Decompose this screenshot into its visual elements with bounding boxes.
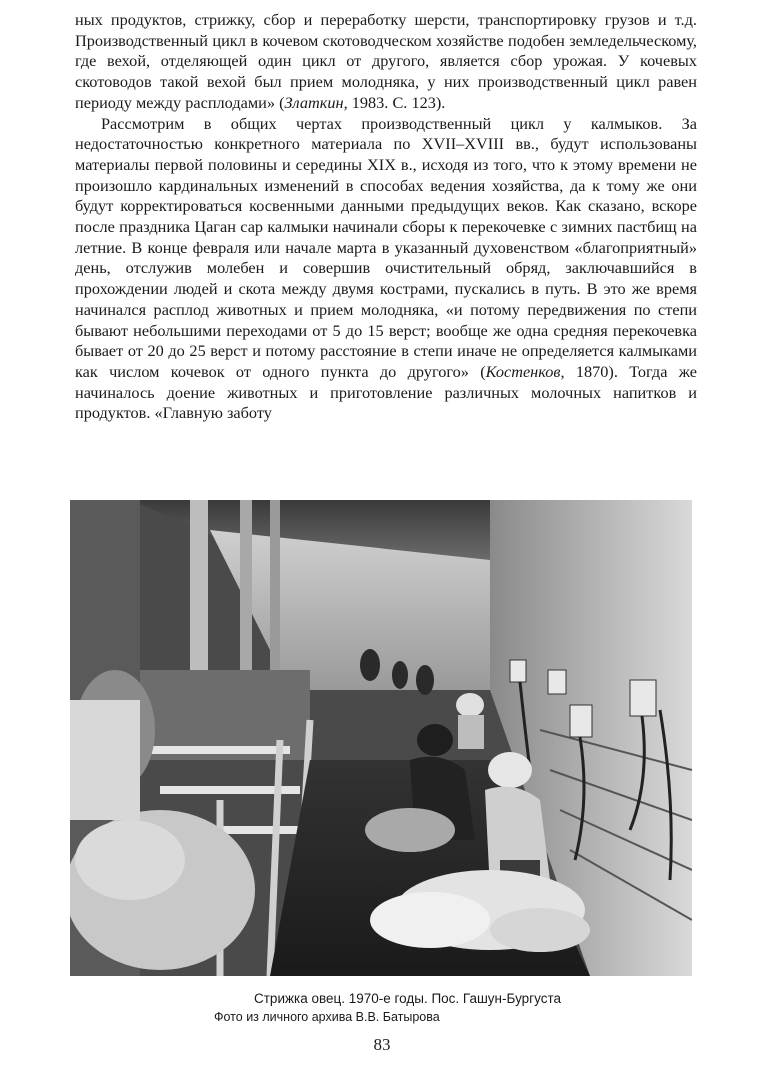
photo-illustration (70, 500, 692, 976)
paragraph-2-text-a: Рассмотрим в общих чертах производственный цикл у калмыков. За недостаточностью конкретного материала по XVII–XVIII вв., будут использованы материалы первой половины и середины XIX в., исходя из того, что к этому времени не произошло кардинальных изменений в способах ведения хозяйства, да к тому же они будут корректироваться косвенными данными предыдущих веков. Как сказано, вскоре после праздника Цаган сар калмыки начинали сборы к перекочевке с зимних пастбищ на летние. В конце февраля или начале марта в указанный духовенством «благоприятный» день, отслужив молебен и совершив очистительный обряд, заключавшийся в прохождении людей и скота между двумя кострами, пускались в путь. В это же время начинался расплод животных и прием молодняка, «и потому передвижения по степи бывают небольшими переходами от 5 до 15 верст; вообще же одна средняя перекочевка бывает от 20 до 25 верст и потому расстояние в степи иначе не определяется калмыками как числом кочевок от одного пункта до другого» ( (75, 113, 697, 381)
paragraph-2-text-b: 1870). Тогда же начиналось доение животных и приготовление различных молочных напитков и продуктов. «Главную заботу (75, 361, 697, 423)
caption-credit: Фото из личного архива В.В. Батырова (214, 1010, 440, 1024)
body-text (75, 10, 697, 424)
figure-caption (0, 990, 764, 1026)
paragraph-1 (75, 10, 697, 114)
page-number: 83 (373, 1035, 391, 1054)
citation-rest-zlatkin: 1983. С. 123). (347, 92, 446, 112)
paragraph-1-text: ных продуктов, стрижку, сбор и переработку шерсти, транспортировку грузов и т.д. Производственный цикл в кочевом скотоводческом хозяйстве подобен земледельческому, где вехой, отделяющей один цикл от другого, является сбор урожая. У кочевых скотоводов такой вехой был прием молодняка, у них производственный цикл равен периоду между расплодами» ( (75, 10, 697, 112)
sheep-shearing-photo (70, 500, 692, 976)
citation-author-zlatkin: Златкин, (284, 92, 348, 112)
citation-author-kostenkov: Костенков, (485, 361, 565, 381)
paragraph-2 (75, 114, 697, 425)
caption-title: Стрижка овец. 1970-е годы. Пос. Гашун-Бургуста (254, 991, 561, 1006)
